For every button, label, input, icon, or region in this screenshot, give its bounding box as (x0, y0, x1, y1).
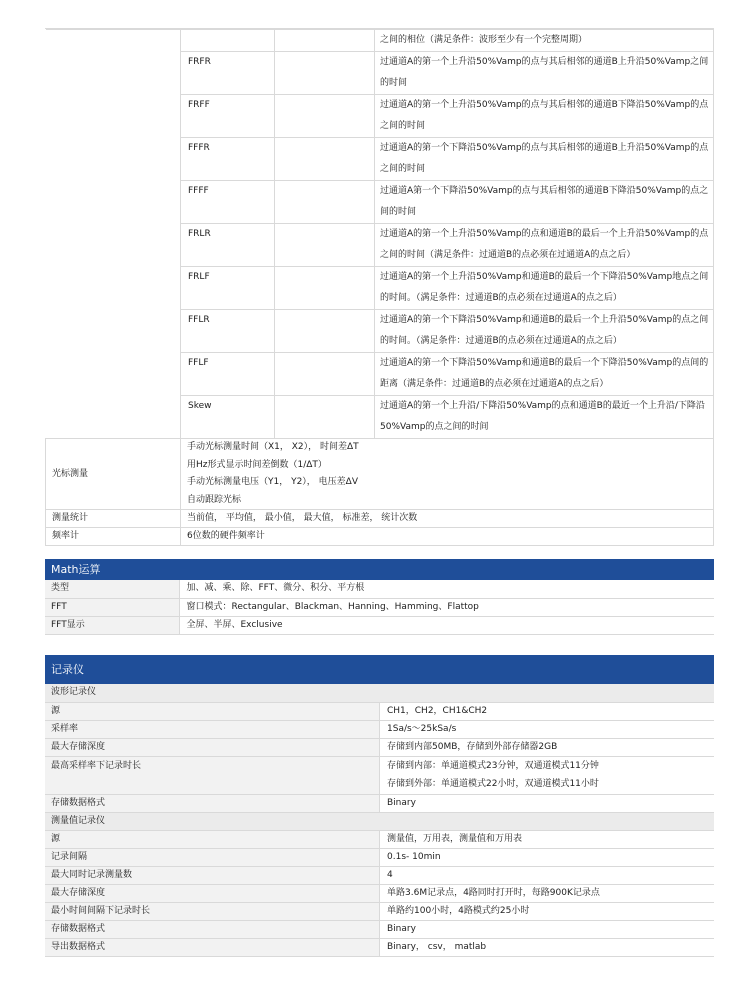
row-value: 加、减、乘、除、FFT、微分、积分、平方根 (179, 580, 714, 598)
table-row (45, 720, 714, 738)
table-row (45, 884, 714, 902)
row-label: 类型 (45, 580, 179, 598)
blank-cell (275, 353, 375, 396)
cursor-value (181, 439, 714, 510)
row-value (380, 756, 715, 794)
row-label: 导出数据格式 (45, 938, 380, 956)
type-description: 过通道A的第一个下降沿50%Vamp和通道B的最后一个上升沿50%Vamp的点之间的时间。（满足条件：过通道B的点必须在过通道A的点之后） (375, 310, 714, 353)
category-cell (46, 30, 181, 439)
table-row (45, 866, 714, 884)
row-label: 最小时间间隔下记录时长 (45, 902, 380, 920)
type-name: FFLR (181, 310, 275, 353)
blank-cell (275, 30, 375, 52)
table-row (45, 756, 714, 794)
freq-label: 频率计 (46, 528, 181, 546)
type-cell (181, 30, 275, 52)
row-value: 存储到内部50MB，存储到外部存储器2GB (380, 738, 715, 756)
blank-cell (275, 224, 375, 267)
row-label: 最高采样率下记录时长 (45, 756, 380, 794)
blank-cell (275, 267, 375, 310)
recorder-header: 记录仪 (45, 655, 714, 684)
type-description: 过通道A的第一个下降沿50%Vamp的点与其后相邻的通道B上升沿50%Vamp的点之间的时间 (375, 138, 714, 181)
cursor-line: 手动光标测量电压（Y1， Y2）， 电压差ΔV (187, 477, 358, 487)
recorder-section (45, 655, 714, 957)
row-label: 采样率 (45, 720, 380, 738)
measurement-table (45, 29, 714, 546)
row-label: 存储数据格式 (45, 920, 380, 938)
table-row (45, 580, 714, 598)
row-label: 记录间隔 (45, 848, 380, 866)
row-value: 0.1s- 10min (380, 848, 715, 866)
stats-value: 当前值， 平均值， 最小值， 最大值， 标准差， 统计次数 (181, 510, 714, 528)
math-header: Math运算 (45, 559, 714, 580)
row-value: 测量值，万用表，测量值和万用表 (380, 830, 715, 848)
type-name: FRLF (181, 267, 275, 310)
type-name: FFLF (181, 353, 275, 396)
table-row (46, 30, 714, 52)
cursor-line: 自动跟踪光标 (187, 494, 242, 505)
row-value: Binary， csv， matlab (380, 938, 715, 956)
row-value: Binary (380, 794, 715, 812)
type-name: Skew (181, 396, 275, 439)
table-row (46, 439, 714, 510)
row-value: 1Sa/s～25kSa/s (380, 720, 715, 738)
row-label: 最大存储深度 (45, 738, 380, 756)
table-row (45, 738, 714, 756)
row-label: 源 (45, 830, 380, 848)
table-row (45, 794, 714, 812)
row-label: 最大存储深度 (45, 884, 380, 902)
type-name: FRFF (181, 95, 275, 138)
math-table (45, 580, 714, 635)
table-row (45, 920, 714, 938)
stats-label: 测量统计 (46, 510, 181, 528)
row-value: 4 (380, 866, 715, 884)
blank-cell (275, 95, 375, 138)
meas-recorder-header: 测量值记录仪 (45, 812, 714, 830)
value-line: 存储到内部：单通道模式23分钟，双通道模式11分钟 (387, 761, 599, 771)
cursor-line: 用Hz形式显示时间差倒数（1/ΔT） (187, 459, 327, 470)
type-description: 过通道A的第一个上升沿50%Vamp的点和通道B的最后一个上升沿50%Vamp的点之间的时间（满足条件：过通道B的点必须在过通道A的点之后） (375, 224, 714, 267)
type-name: FFFR (181, 138, 275, 181)
table-row (45, 830, 714, 848)
row-value: 窗口模式：Rectangular、Blackman、Hanning、Hamming、Flattop (179, 598, 714, 616)
table-row (45, 616, 714, 634)
type-name: FRFR (181, 52, 275, 95)
blank-cell (275, 396, 375, 439)
cursor-label: 光标测量 (46, 439, 181, 510)
type-description: 过通道A的第一个上升沿50%Vamp和通道B的最后一个下降沿50%Vamp地点之间的时间。（满足条件：过通道B的点必须在过通道A的点之后） (375, 267, 714, 310)
table-row (46, 510, 714, 528)
type-description: 过通道A的第一个下降沿50%Vamp和通道B的最后一个下降沿50%Vamp的点间的距离（满足条件：过通道B的点必须在过通道A的点之后） (375, 353, 714, 396)
row-value: 全屏、半屏、Exclusive (179, 616, 714, 634)
table-row (45, 702, 714, 720)
type-description: 过通道A的第一个上升沿50%Vamp的点与其后相邻的通道B上升沿50%Vamp之间的时间 (375, 52, 714, 95)
type-description: 过通道A的第一个上升沿50%Vamp的点与其后相邻的通道B下降沿50%Vamp的点之间的时间 (375, 95, 714, 138)
row-value: Binary (380, 920, 715, 938)
table-row (45, 938, 714, 956)
freq-value: 6位数的硬件频率计 (181, 528, 714, 546)
table-row (45, 598, 714, 616)
wave-recorder-header: 波形记录仪 (45, 684, 714, 702)
blank-cell (275, 310, 375, 353)
table-row (46, 528, 714, 546)
blank-cell (275, 138, 375, 181)
table-row (45, 902, 714, 920)
type-description: 过通道A的第一个上升沿/下降沿50%Vamp的点和通道B的最近一个上升沿/下降沿50%Vamp的点之间的时间 (375, 396, 714, 439)
recorder-table (45, 684, 714, 957)
row-label: FFT (45, 598, 179, 616)
type-name: FRLR (181, 224, 275, 267)
description-cell: 之间的相位（满足条件：波形至少有一个完整周期） (375, 30, 714, 52)
math-section (45, 559, 714, 635)
row-value: 单路约100小时，4路模式约25小时 (380, 902, 715, 920)
blank-cell (275, 52, 375, 95)
row-label: 存储数据格式 (45, 794, 380, 812)
type-description: 过通道A第一个下降沿50%Vamp的点与其后相邻的通道B下降沿50%Vamp的点之间的时间 (375, 181, 714, 224)
subheader-row (45, 684, 714, 702)
row-value: CH1，CH2，CH1&CH2 (380, 702, 715, 720)
subheader-row (45, 812, 714, 830)
row-value: 单路3.6M记录点，4路同时打开时，每路900K记录点 (380, 884, 715, 902)
table-row (45, 848, 714, 866)
cursor-line: 手动光标测量时间（X1， X2）， 时间差ΔT (187, 442, 359, 452)
row-label: 最大同时记录测量数 (45, 866, 380, 884)
blank-cell (275, 181, 375, 224)
row-label: 源 (45, 702, 380, 720)
value-line: 存储到外部：单通道模式22小时，双通道模式11小时 (387, 779, 599, 789)
row-label: FFT显示 (45, 616, 179, 634)
type-name: FFFF (181, 181, 275, 224)
